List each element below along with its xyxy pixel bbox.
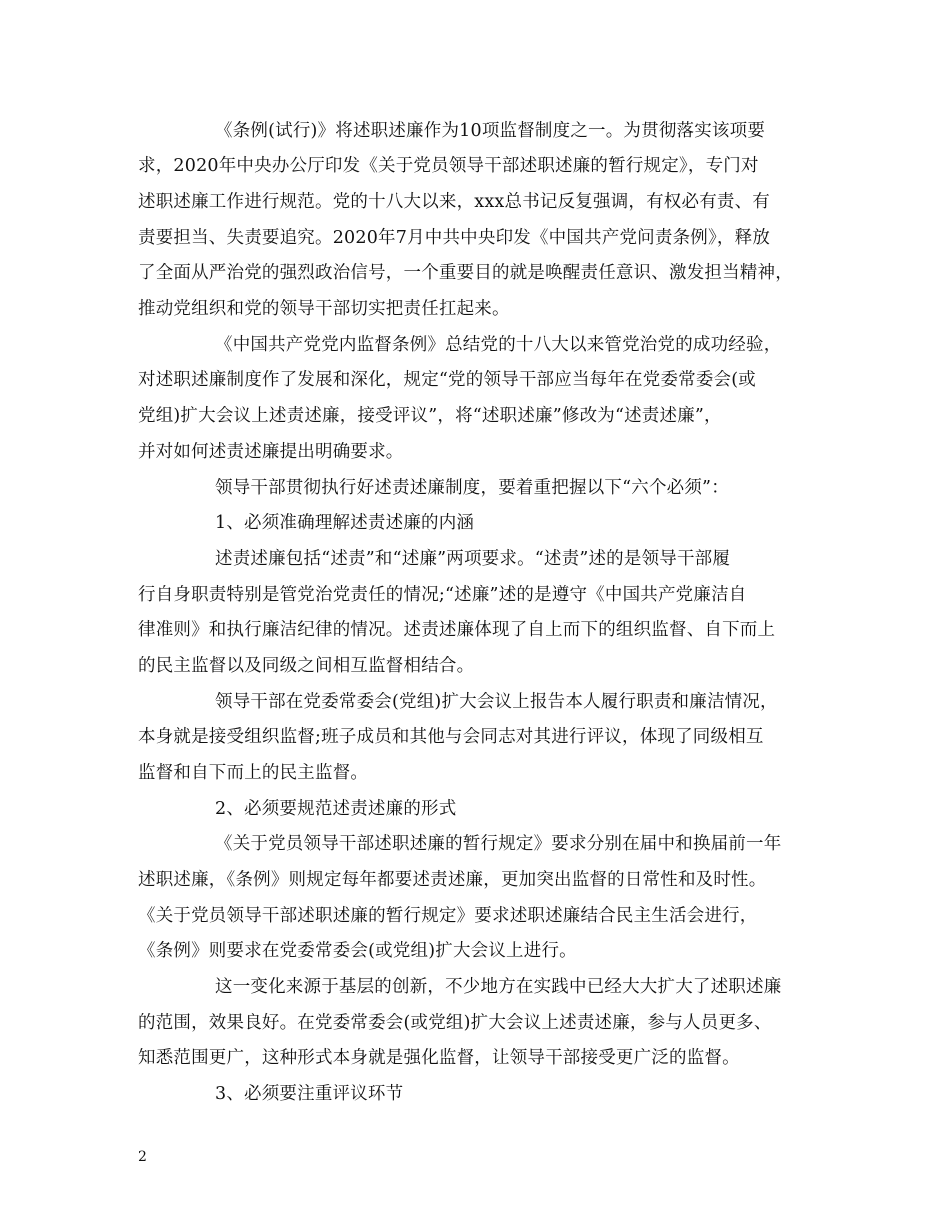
paragraph-2-line-1: 《中国共产党党内监督条例》总结党的十八大以来管党治党的成功经验， [215, 335, 782, 355]
paragraph-5-line-3: 监督和自下而上的民主监督。 [138, 763, 369, 783]
paragraph-3-line-1: 领导干部贯彻执行好述责述廉制度，要着重把握以下“六个必须”： [215, 478, 729, 498]
paragraph-2-line-3: 党组)扩大会议上述责述廉，接受评议”，将“述职述廉”修改为“述责述廉”， [138, 406, 722, 426]
paragraph-1-line-4: 责要担当、失责要追究。2020年7月中共中央印发《中国共产党问责条例》，释放 [138, 228, 771, 248]
section-heading-2: 2、必须要规范述责述廉的形式 [215, 799, 457, 819]
paragraph-2-line-2: 对述职述廉制度作了发展和深化，规定“党的领导干部应当每年在党委常委会(或 [138, 370, 756, 390]
paragraph-1-line-3: 述职述廉工作进行规范。党的十八大以来，xxx总书记反复强调，有权必有责、有 [138, 192, 771, 212]
paragraph-1-line-2: 求，2020年中央办公厅印发《关于党员领导干部述职述廉的暂行规定》，专门对 [138, 156, 759, 176]
section-heading-3: 3、必须要注重评议环节 [215, 1084, 404, 1104]
paragraph-6-line-4: 《条例》则要求在党委常委会(或党组)扩大会议上进行。 [138, 941, 577, 961]
page-number: 2 [138, 1149, 147, 1165]
paragraph-4-line-3: 律准则》和执行廉洁纪律的情况。述责述廉体现了自上而下的组织监督、自下而上 [138, 620, 776, 640]
paragraph-2-line-4: 并对如何述责述廉提出明确要求。 [138, 442, 404, 462]
paragraph-7-line-3: 知悉范围更广，这种形式本身就是强化监督，让领导干部接受更广泛的监督。 [138, 1048, 740, 1068]
paragraph-7-line-1: 这一变化来源于基层的创新，不少地方在实践中已经大大扩大了述职述廉 [215, 977, 782, 997]
paragraph-1-line-1: 《条例(试行)》将述职述廉作为10项监督制度之一。为贯彻落实该项要 [215, 121, 766, 141]
paragraph-7-line-2: 的范围，效果良好。在党委常委会(或党组)扩大会议上述责述廉，参与人员更多、 [138, 1013, 772, 1033]
paragraph-4-line-1: 述责述廉包括“述责”和“述廉”两项要求。“述责”述的是领导干部履 [215, 549, 731, 569]
paragraph-6-line-2: 述职述廉，《条例》则规定每年都要述责述廉，更加突出监督的日常性和及时性。 [138, 870, 767, 890]
paragraph-1-line-5: 了全面从严治党的强烈政治信号，一个重要目的就是唤醒责任意识、激发担当精神， [138, 263, 793, 283]
paragraph-5-line-1: 领导干部在党委常委会(党组)扩大会议上报告本人履行职责和廉洁情况， [215, 692, 778, 712]
paragraph-5-line-2: 本身就是接受组织监督;班子成员和其他与会同志对其进行评议，体现了同级相互 [138, 727, 764, 747]
paragraph-1-line-6: 推动党组织和党的领导干部切实把责任扛起来。 [138, 299, 510, 319]
paragraph-4-line-4: 的民主监督以及同级之间相互监督相结合。 [138, 656, 475, 676]
paragraph-4-line-2: 行自身职责特别是管党治党责任的情况;“述廉”述的是遵守《中国共产党廉洁自 [138, 585, 747, 605]
paragraph-6-line-1: 《关于党员领导干部述职述廉的暂行规定》要求分别在届中和换届前一年 [215, 834, 782, 854]
paragraph-6-line-3: 《关于党员领导干部述职述廉的暂行规定》要求述职述廉结合民主生活会进行， [138, 906, 758, 926]
section-heading-1: 1、必须准确理解述责述廉的内涵 [215, 513, 475, 533]
